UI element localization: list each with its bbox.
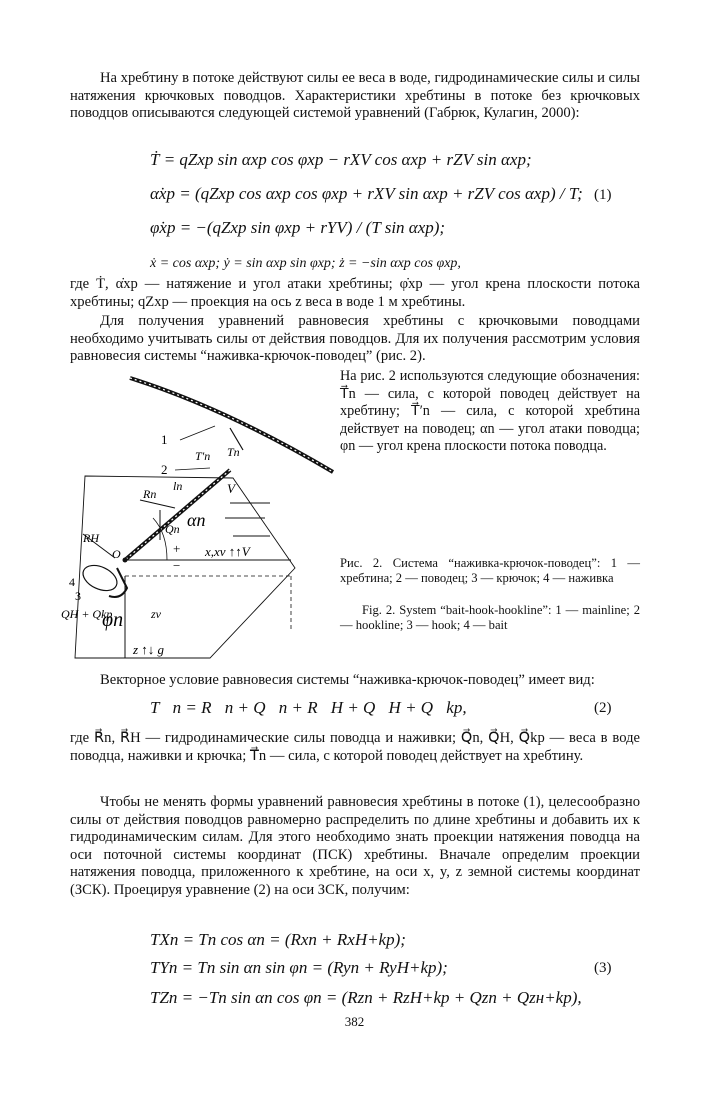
equation-3-line-1: TXn = Tn cos αn = (Rxn + RxH+kp);	[150, 930, 406, 949]
equation-3-line-3: TZn = −Tn sin αn cos φn = (Rzn + RzH+kp + Qzn + Qzн+kp),	[150, 988, 582, 1007]
figure-caption-ru: Рис. 2. Система “наживка-крючок-поводец”: 1 — хребтина; 2 — поводец; 3 — крючок; 4 — наживка	[340, 556, 640, 586]
fig-label-4: 4	[69, 575, 75, 589]
fig-label-plus: +	[173, 541, 181, 556]
side-note: На рис. 2 используются следующие обозначения: T⃗n — сила, с которой поводец действует на хребтину; T⃗′n — сила, с которой хребтина действует на поводец; αn — угол атаки поводца; φn — угол крена плоскости потока поводца.	[340, 368, 640, 455]
fig-label-O: O	[112, 547, 121, 561]
fig-label-Tn: Tn	[227, 445, 240, 459]
paragraph-distribute: Чтобы не менять формы уравнений равновесия хребтины в потоке (1), целесообразно силы от действия поводцов равномерно распределить по длине хребтины и добавить их к гидродинамическим силам. Для этого необходимо знать проекции натяжения поводца на оси поточной системы координат (ПСК) хребтины. Вначале определим проекции натяжения поводца, приложенного к хребтине, на оси x, y, z земной системы координат (ЗСК). Проецируя уравнение (2) на оси ЗСК, получим:	[70, 794, 640, 898]
equation-1-line-3: φ̇xp = −(qZxp sin φxp + rYV) / (T sin αxp);	[150, 218, 446, 237]
fig-label-alpha: αn	[187, 510, 206, 530]
fig-label-2: 2	[161, 462, 168, 477]
fig-label-z-axis: z ↑↓ g	[133, 642, 165, 657]
paragraph-vector-intro: Векторное условие равновесия системы “наживка-крючок-поводец” имеет вид:	[100, 672, 595, 688]
fig-label-RH: RH	[83, 531, 99, 545]
equation-3-number: (3)	[594, 960, 612, 976]
figure-caption-en: Fig. 2. System “bait-hook-hookline”: 1 — mainline; 2 — hookline; 3 — hook; 4 — bait	[340, 603, 640, 633]
equation-2: T⃗n = R⃗n + Q⃗n + R⃗H + Q⃗H + Q⃗kp,	[150, 698, 467, 717]
equation-2-number: (2)	[594, 700, 612, 716]
fig-label-V: V	[227, 481, 235, 496]
fig-label-Rn: Rn	[143, 487, 157, 501]
fig-label-3: 3	[75, 589, 81, 603]
equation-1-line-4: ẋ = cos αxp; ẏ = sin αxp sin φxp; ż = −sin αxp cos φxp,	[150, 256, 461, 271]
paragraph-where-1: где Ṫ, α̇xp — натяжение и угол атаки хребтины; φ̇xp — угол крена плоскости потока хребтины; qZxp — проекция на ось z веса в воде 1 м хребтины.	[70, 276, 640, 310]
equation-1-number: (1)	[594, 187, 612, 203]
fig-label-Qn: Qn	[165, 522, 180, 536]
fig-label-phi: φn	[102, 609, 124, 631]
fig-label-Tn-prime: T′n	[195, 449, 211, 463]
fig-label-ln: ln	[173, 479, 183, 493]
fig-label-zv: zv	[151, 607, 161, 621]
equation-1-line-1: Ṫ = qZxp sin αxp cos φxp − rXV cos αxp + rZV sin αxp;	[150, 150, 532, 169]
paragraph-where-2: где R⃗n, R⃗H — гидродинамические силы поводца и наживки; Q⃗n, Q⃗H, Q⃗kp — веса в воде поводца, наживки и крючка; T⃗n — сила, с которой поводец действует на хребтину.	[70, 730, 640, 764]
fig-label-x-axis: x,xv ↑↑V	[205, 544, 250, 559]
paragraph-intro: На хребтину в потоке действуют силы ее веса в воде, гидродинамические силы и силы натяжения крючковых поводцов. Характеристики хребтины в потоке без крючковых поводцов описываются следующей системой уравнений (Габрюк, Кулагин, 2000):	[70, 70, 640, 122]
figure-2-diagram	[55, 368, 340, 660]
equation-3-line-2: TYn = Tn sin αn sin φn = (Ryn + RyH+kp);	[150, 958, 448, 977]
fig-label-1: 1	[161, 432, 168, 447]
equation-1-line-2: α̇xp = (qZxp cos αxp cos φxp + rXV sin αxp + rZV cos αxp) / T;	[150, 184, 583, 203]
paragraph-equilibrium: Для получения уравнений равновесия хребтины с крючковыми поводцами необходимо учитывать силы от действия поводцов. Для их получения рассмотрим условия равновесия системы “наживка-крючок-поводец” (рис. 2).	[70, 313, 640, 365]
bait-shape	[79, 560, 121, 595]
fig-label-QH-Qkp: QH + Qkp	[61, 607, 113, 621]
page-number: 382	[344, 1014, 365, 1029]
fig-label-minus: −	[173, 558, 181, 573]
